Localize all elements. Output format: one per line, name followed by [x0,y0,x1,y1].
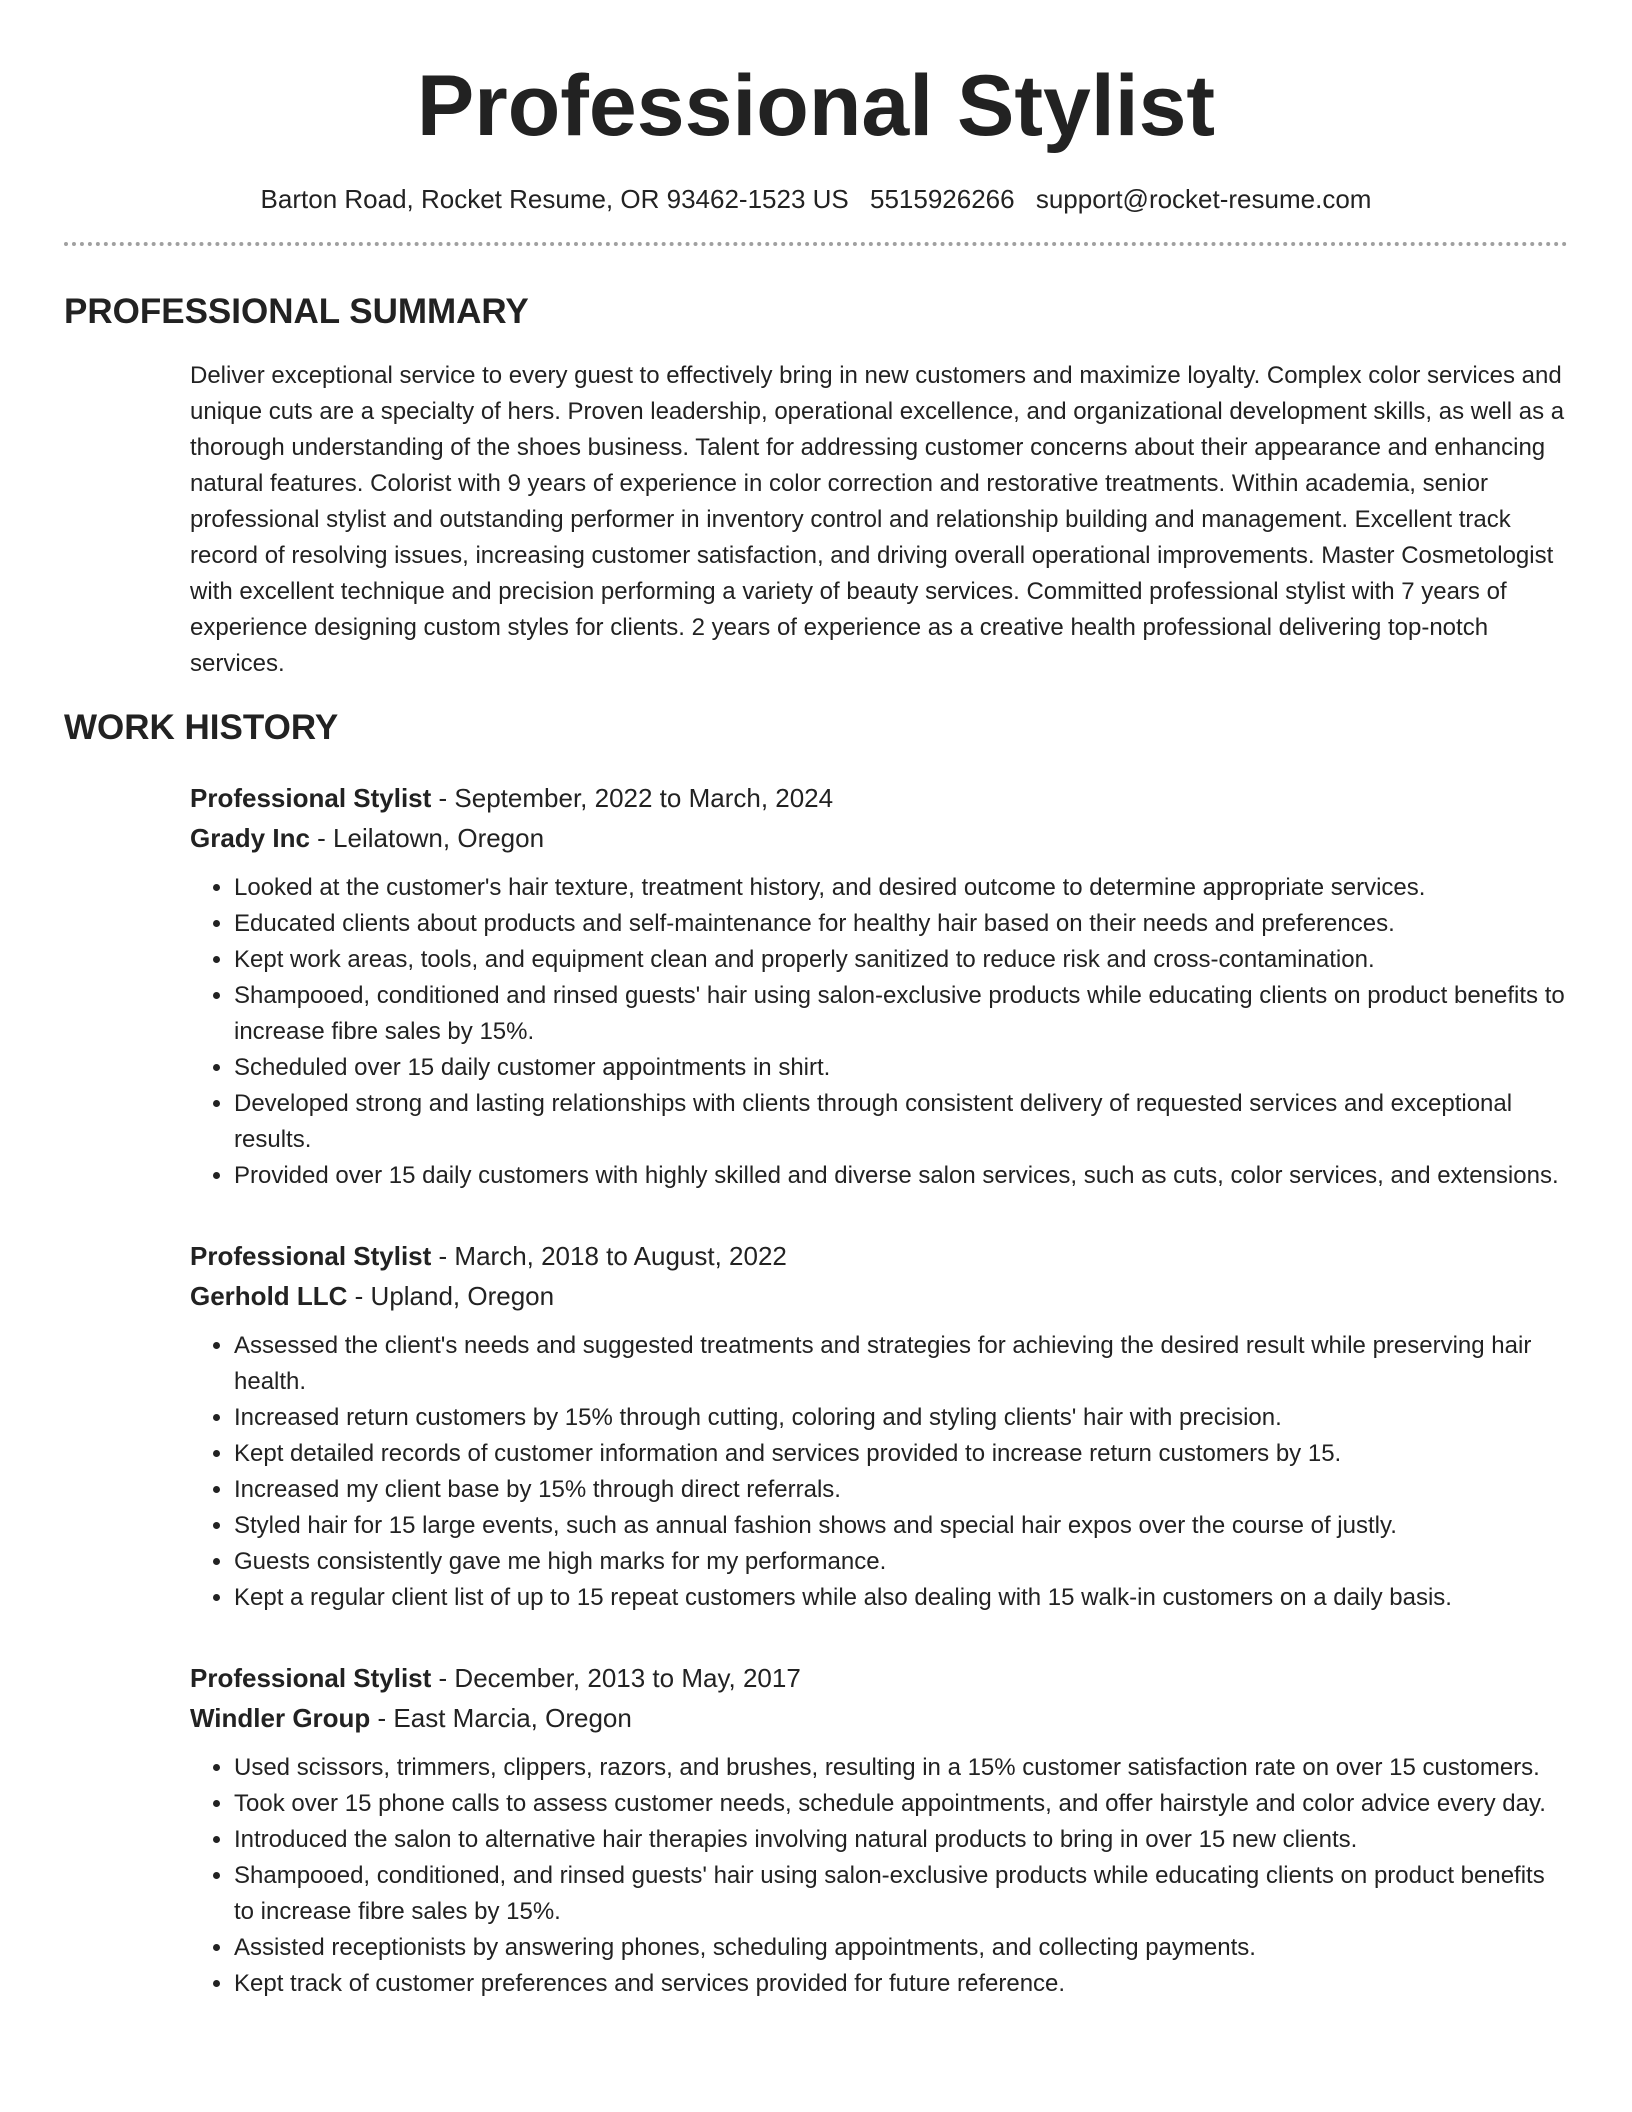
job-location: - East Marcia, Oregon [370,1703,632,1733]
job-company: Grady Inc [190,823,310,853]
job-bullet: • Introduced the salon to alternative hair therapies involving natural products to bring in over 15 new clients. [234,1822,1568,1858]
job-dates: - September, 2022 to March, 2024 [431,783,834,813]
job-company-line [190,818,1568,858]
work-history-heading: WORK HISTORY [64,708,339,747]
job-title-line [190,778,1568,818]
header-divider [64,242,1568,246]
job-company: Gerhold LLC [190,1281,348,1311]
job-dates: - December, 2013 to May, 2017 [431,1663,801,1693]
job-company: Windler Group [190,1703,371,1733]
job-entry [190,778,1568,1194]
job-bullet: • Scheduled over 15 daily customer appointments in shirt. [234,1050,1568,1086]
job-location: - Upland, Oregon [347,1281,555,1311]
job-role: Professional Stylist [190,1663,432,1693]
work-history-list [190,778,1568,2002]
job-title-line [190,1658,1568,1698]
job-bullets [190,1328,1568,1616]
job-entry [190,1236,1568,1616]
summary-text: Deliver exceptional service to every guest to effectively bring in new customers and maximize loyalty. Complex color services and unique cuts are a specialty of hers. Proven leadership, operational excellence, and organizational development skills, as well as a thorough understanding of the shoes business. Talent for addressing customer concerns about their appearance and enhancing natural features. Colorist with 9 years of experience in color correction and restorative treatments. Within academia, senior professional stylist and outstanding performer in inventory control and relationship building and management. Excellent track record of resolving issues, increasing customer satisfaction, and driving overall operational improvements. Master Cosmetologist with excellent technique and precision performing a variety of beauty services. Committed professional stylist with 7 years of experience designing custom styles for clients. 2 years of experience as a creative health professional delivering top-notch services. [190,362,1565,677]
job-bullet: • Used scissors, trimmers, clippers, razors, and brushes, resulting in a 15% customer satisfaction rate on over 15 customers. [234,1750,1568,1786]
contact-phone: 5515926266 [869,184,1015,214]
job-dates: - March, 2018 to August, 2022 [431,1241,787,1271]
job-bullet: • Shampooed, conditioned and rinsed guests' hair using salon-exclusive products while educating clients on product benefits to increase fibre sales by 15%. [234,978,1568,1050]
job-bullet: • Kept detailed records of customer information and services provided to increase return customers by 15. [234,1436,1568,1472]
job-bullet: • Increased return customers by 15% through cutting, coloring and styling clients' hair with precision. [234,1400,1568,1436]
job-company-line [190,1698,1568,1738]
job-bullet: • Guests consistently gave me high marks for my performance. [234,1544,1568,1580]
job-bullet: • Took over 15 phone calls to assess customer needs, schedule appointments, and offer hairstyle and color advice every day. [234,1786,1568,1822]
job-location: - Leilatown, Oregon [309,823,545,853]
job-bullet: • Kept track of customer preferences and services provided for future reference. [234,1966,1568,2002]
job-bullet: • Kept a regular client list of up to 15 repeat customers while also dealing with 15 walk-in customers on a daily basis. [234,1580,1568,1616]
job-bullet: • Assessed the client's needs and suggested treatments and strategies for achieving the desired result while preserving hair health. [234,1328,1568,1400]
job-company-line [190,1276,1568,1316]
summary-heading: PROFESSIONAL SUMMARY [64,292,529,331]
page-title: Professional Stylist [416,58,1216,154]
job-bullet: • Kept work areas, tools, and equipment clean and properly sanitized to reduce risk and cross-contamination. [234,942,1568,978]
job-bullet: • Increased my client base by 15% through direct referrals. [234,1472,1568,1508]
job-bullet: • Educated clients about products and self-maintenance for healthy hair based on their needs and preferences. [234,906,1568,942]
contact-info [64,182,1568,216]
job-bullets [190,870,1568,1194]
job-bullet: • Looked at the customer's hair texture, treatment history, and desired outcome to determine appropriate services. [234,870,1568,906]
job-bullet: • Assisted receptionists by answering phones, scheduling appointments, and collecting payments. [234,1930,1568,1966]
job-bullets [190,1750,1568,2002]
contact-email: support@rocket-resume.com [1035,184,1372,214]
job-role: Professional Stylist [190,783,432,813]
contact-address: Barton Road, Rocket Resume, OR 93462-1523 US [260,184,849,214]
job-bullet: • Styled hair for 15 large events, such as annual fashion shows and special hair expos over the course of justly. [234,1508,1568,1544]
job-bullet: • Developed strong and lasting relationships with clients through consistent delivery of requested services and exceptional results. [234,1086,1568,1158]
job-entry [190,1658,1568,2002]
job-bullet: • Shampooed, conditioned, and rinsed guests' hair using salon-exclusive products while educating clients on product benefits to increase fibre sales by 15%. [234,1858,1568,1930]
job-role: Professional Stylist [190,1241,432,1271]
job-title-line [190,1236,1568,1276]
job-bullet: • Provided over 15 daily customers with highly skilled and diverse salon services, such as cuts, color services, and extensions. [234,1158,1568,1194]
